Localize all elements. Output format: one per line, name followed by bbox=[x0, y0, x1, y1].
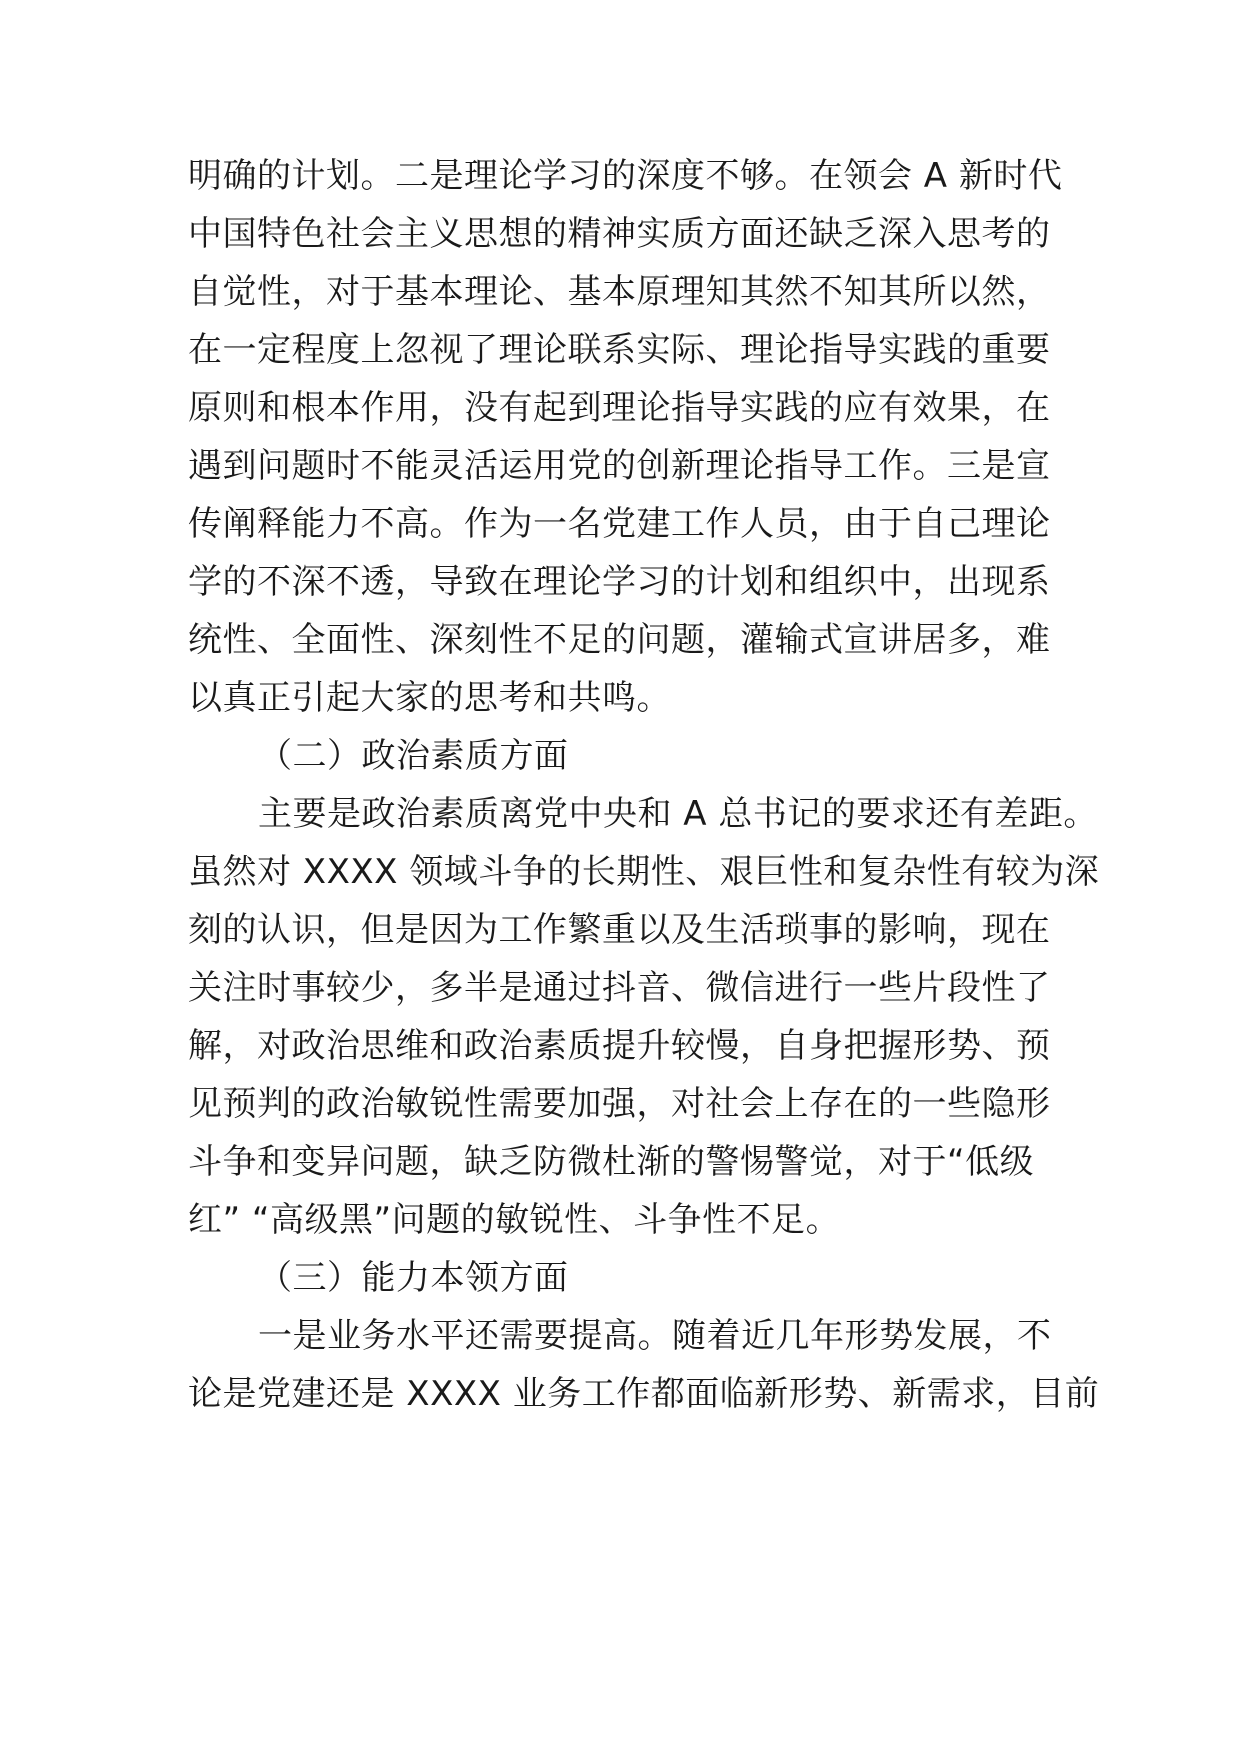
body-text-line: 解，对政治思维和政治素质提升较慢，自身把握形势、预 bbox=[188, 1026, 1051, 1066]
body-text-line: 传阐释能力不高。作为一名党建工作人员，由于自己理论 bbox=[188, 504, 1051, 544]
body-text-line: 遇到问题时不能灵活运用党的创新理论指导工作。三是宣 bbox=[188, 446, 1051, 486]
body-text-line: 原则和根本作用，没有起到理论指导实践的应有效果，在 bbox=[188, 388, 1051, 428]
body-text-line: 统性、全面性、深刻性不足的问题，灌输式宣讲居多，难 bbox=[188, 620, 1051, 660]
body-text-line: 红” “高级黑”问题的敏锐性、斗争性不足。 bbox=[188, 1200, 841, 1240]
body-text-line: 刻的认识，但是因为工作繁重以及生活琐事的影响，现在 bbox=[188, 910, 1051, 950]
body-text-line: 关注时事较少，多半是通过抖音、微信进行一些片段性了 bbox=[188, 968, 1051, 1008]
body-text-line: 见预判的政治敏锐性需要加强，对社会上存在的一些隐形 bbox=[188, 1084, 1051, 1124]
body-text-line: 自觉性，对于基本理论、基本原理知其然不知其所以然， bbox=[188, 272, 1051, 312]
body-text-line: 明确的计划。二是理论学习的深度不够。在领会 A 新时代 bbox=[188, 156, 1063, 196]
section-heading-political-quality: （二）政治素质方面 bbox=[258, 736, 569, 776]
body-text-line: 虽然对 XXXX 领域斗争的长期性、艰巨性和复杂性有较为深 bbox=[188, 852, 1100, 892]
body-text-line: 斗争和变异问题，缺乏防微杜渐的警惕警觉，对于“低级 bbox=[188, 1142, 1035, 1182]
body-text-line: 以真正引起大家的思考和共鸣。 bbox=[188, 678, 671, 718]
body-text-line: 中国特色社会主义思想的精神实质方面还缺乏深入思考的 bbox=[188, 214, 1051, 254]
body-text-line: 学的不深不透，导致在理论学习的计划和组织中，出现系 bbox=[188, 562, 1051, 602]
paragraph-first-line: 一是业务水平还需要提高。随着近几年形势发展，不 bbox=[258, 1316, 1052, 1356]
body-text-line: 论是党建还是 XXXX 业务工作都面临新形势、新需求，目前 bbox=[188, 1374, 1100, 1414]
body-text-line: 在一定程度上忽视了理论联系实际、理论指导实践的重要 bbox=[188, 330, 1051, 370]
section-heading-capability: （三）能力本领方面 bbox=[258, 1258, 569, 1298]
paragraph-first-line: 主要是政治素质离党中央和 A 总书记的要求还有差距。 bbox=[258, 794, 1098, 834]
